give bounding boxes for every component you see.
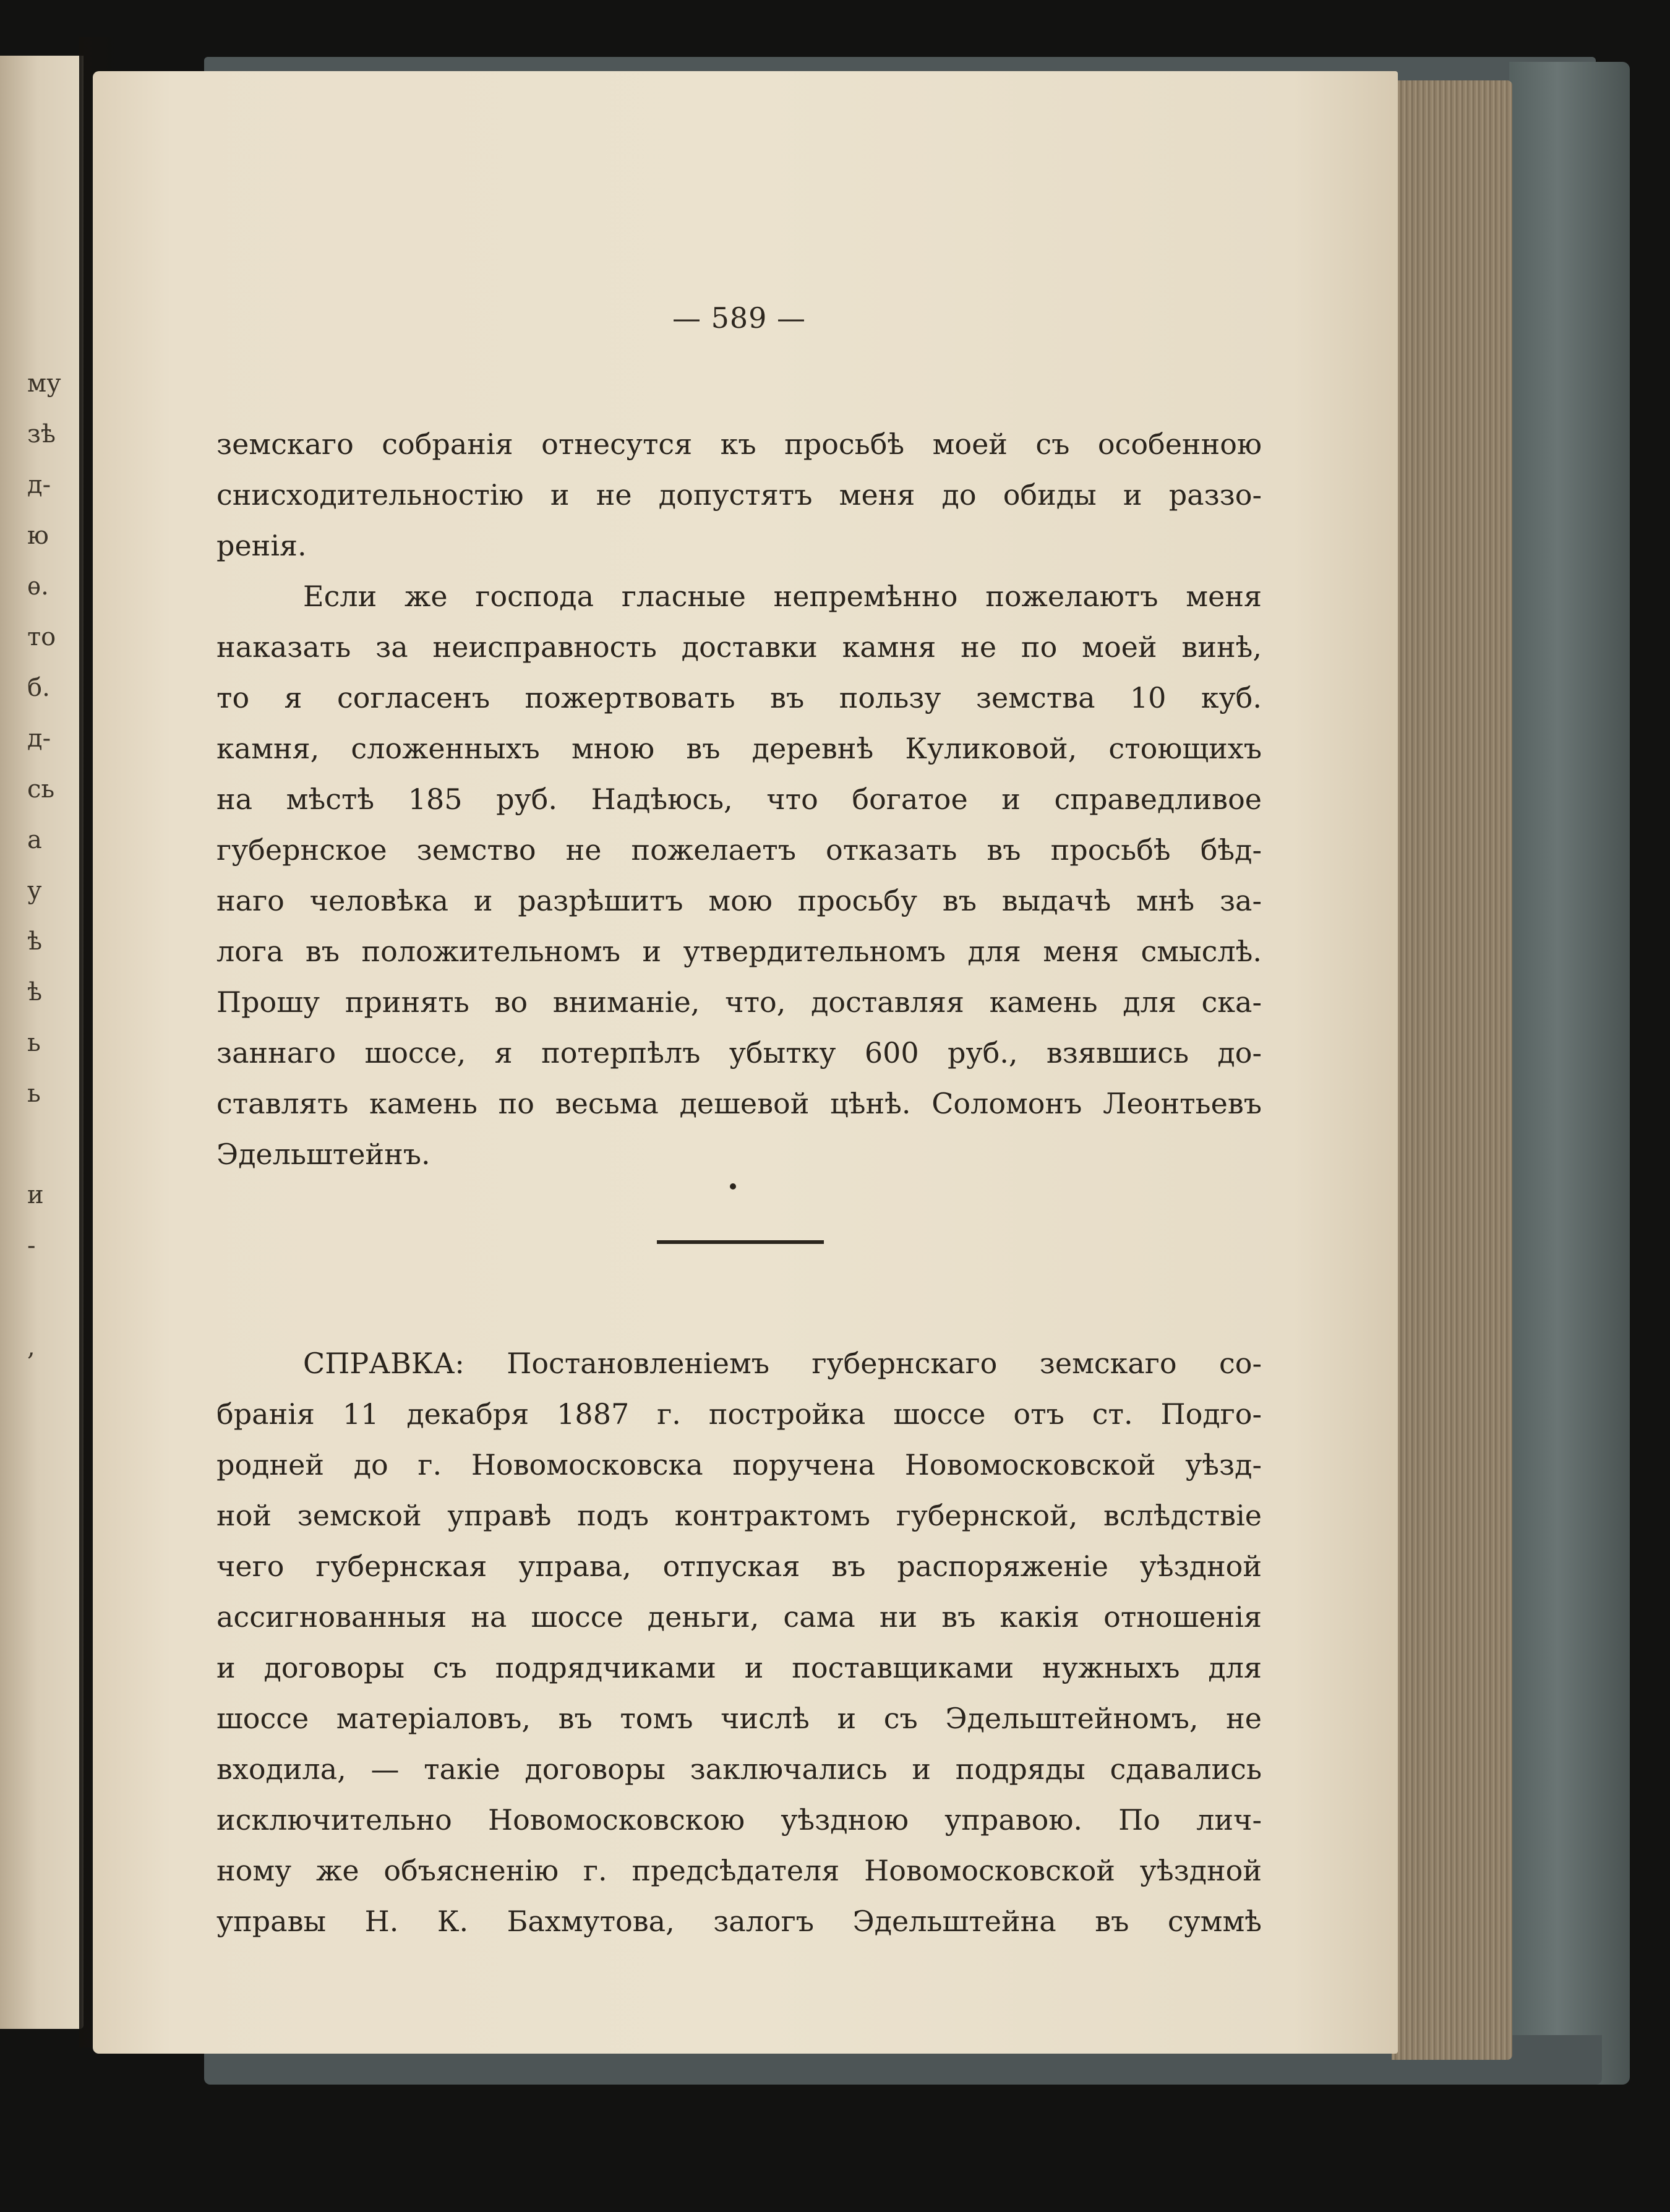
text-line: входила, — такіе договоры заключались и подряды сдавались — [216, 1752, 1262, 1786]
text-line: СПРАВКА: Постановленіемъ губернскаго земскаго со- — [303, 1347, 1262, 1380]
left-page-fragment: д- — [27, 471, 51, 499]
text-line: исключительно Новомосковскою уѣздною управою. По лич- — [216, 1803, 1262, 1837]
left-page-fragment: сь — [27, 775, 55, 804]
text-line: родней до г. Новомосковска поручена Новомосковской уѣзд- — [216, 1448, 1262, 1481]
text-line: ренія. — [216, 529, 307, 562]
text-line: на мѣстѣ 185 руб. Надѣюсь, что богатое и справедливое — [216, 782, 1262, 816]
left-page-fragment: у — [27, 877, 42, 905]
left-page-edge — [0, 56, 84, 2029]
text-line: наказать за неисправность доставки камня не по моей винѣ, — [216, 630, 1262, 664]
left-page-fragment: а — [27, 826, 42, 854]
left-page-fragment: - — [27, 1232, 36, 1260]
left-page-fragment: то — [27, 623, 56, 651]
separator-rule — [657, 1240, 824, 1244]
text-line: чего губернская управа, отпуская въ распоряженіе уѣздной — [216, 1550, 1262, 1583]
text-line: шоссе матеріаловъ, въ томъ числѣ и съ Эдельштейномъ, не — [216, 1702, 1262, 1735]
text-line: управы Н. К. Бахмутова, залогъ Эдельштейна въ суммѣ — [216, 1905, 1262, 1938]
text-line: ассигнованныя на шоссе деньги, сама ни въ какія отношенія — [216, 1600, 1262, 1634]
left-page-fragment: ѣ — [27, 978, 43, 1006]
text-line: Прошу принять во вниманіе, что, доставляя камень для ска- — [216, 985, 1262, 1019]
text-line: заннаго шоссе, я потерпѣлъ убытку 600 руб., взявшись до- — [216, 1036, 1262, 1070]
book-cover-right — [1509, 62, 1630, 2085]
left-page-fragment: му — [27, 369, 61, 398]
left-page-fragment: и — [27, 1181, 44, 1209]
text-line: камня, сложенныхъ мною въ деревнѣ Куликовой, стоющихъ — [216, 732, 1262, 765]
text-line: снисходительностію и не допустятъ меня до обиды и раззо- — [216, 478, 1262, 512]
text-line: ной земской управѣ подъ контрактомъ губернской, вслѣдствіе — [216, 1499, 1262, 1532]
text-line: бранія 11 декабря 1887 г. постройка шоссе отъ ст. Подго- — [216, 1397, 1262, 1431]
page-number: — 589 — — [672, 301, 807, 335]
text-line: земскаго собранія отнесутся къ просьбѣ моей съ особенною — [216, 427, 1262, 461]
text-line: ному же объясненію г. предсѣдателя Новомосковской уѣздной — [216, 1854, 1262, 1887]
text-line: лога въ положительномъ и утвердительномъ для меня смыслѣ. — [216, 935, 1262, 968]
text-line: то я согласенъ пожертвовать въ пользу земства 10 куб. — [216, 681, 1262, 714]
separator-dot — [730, 1183, 736, 1190]
left-page-fragment: ь — [27, 1079, 41, 1108]
left-page-fragment: д- — [27, 724, 51, 753]
left-page-fragment: ь — [27, 1029, 41, 1057]
page-edges — [1392, 80, 1512, 2060]
text-line: губернское земство не пожелаетъ отказать въ просьбѣ бѣд- — [216, 833, 1262, 867]
left-page-fragment: ю — [27, 521, 49, 550]
left-page-fragment: зѣ — [27, 420, 56, 448]
left-page-fragment: ѳ. — [27, 572, 49, 601]
left-page-fragment: , — [27, 1333, 35, 1361]
left-page-fragment: ѣ — [27, 927, 43, 956]
left-page-fragment: б. — [27, 674, 50, 702]
text-line: и договоры съ подрядчиками и поставщиками нужныхъ для — [216, 1651, 1262, 1684]
text-line: ставлять камень по весьма дешевой цѣнѣ. Соломонъ Леонтьевъ — [216, 1087, 1262, 1120]
text-line: Если же господа гласные непремѣнно пожелаютъ меня — [303, 580, 1262, 613]
text-line: Эдельштейнъ. — [216, 1138, 430, 1171]
book-page — [93, 71, 1398, 2054]
text-line: наго человѣка и разрѣшитъ мою просьбу въ выдачѣ мнѣ за- — [216, 884, 1262, 917]
